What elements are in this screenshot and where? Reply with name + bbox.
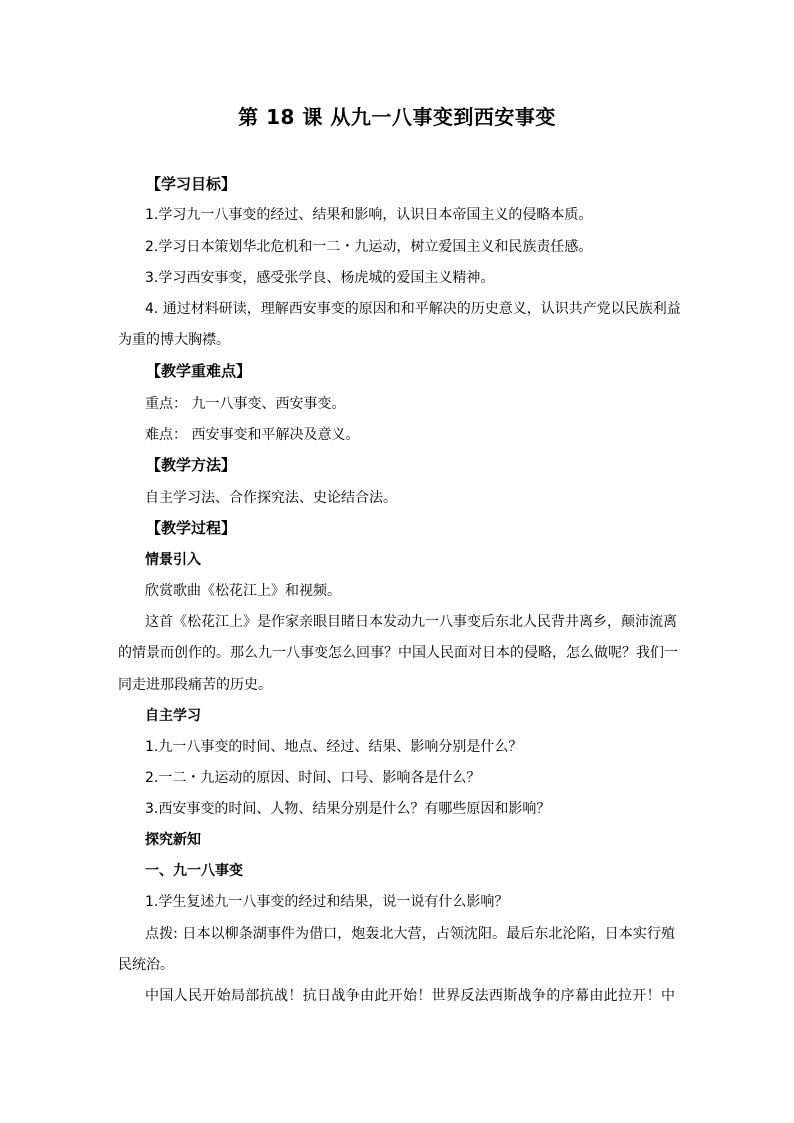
objective-item-3: 3.学习西安事变，感受张学良、杨虎城的爱国主义精神。 [145, 270, 495, 286]
objective-item-2: 2.学习日本策划华北危机和一二・九运动，树立爱国主义和民族责任感。 [145, 239, 593, 255]
objective-item-1: 1.学习九一八事变的经过、结果和影响，认识日本帝国主义的侵略本质。 [145, 207, 593, 223]
self-study-item-2: 2.一二・九运动的原因、时间、口号、影响各是什么？ [145, 770, 481, 786]
objectives-heading: 【学习目标】 [146, 175, 237, 193]
intro-song-line: 欣赏歌曲《松花江上》和视频。 [145, 583, 341, 599]
intro-paragraph-line-2: 的情景而创作的。那么九一八事变怎么回事？中国人民面对日本的侵略，怎么做呢？我们一 [118, 645, 678, 661]
methods-heading: 【教学方法】 [146, 456, 237, 474]
intro-paragraph-line-1: 这首《松花江上》是作家亲眼目睹日本发动九一八事变后东北人民背井离乡，颠沛流离 [145, 614, 677, 630]
difficulty-point: 难点： 西安事变和平解决及意义。 [145, 427, 360, 443]
explore-heading: 探究新知 [145, 832, 201, 848]
closing-line: 中国人民开始局部抗战！抗日战争由此开始！世界反法西斯战争的序幕由此拉开！中 [145, 988, 675, 1004]
self-study-item-3: 3.西安事变的时间、人物、结果分别是什么？有哪些原因和影响？ [145, 801, 551, 817]
methods-text: 自主学习法、合作探究法、史论结合法。 [145, 490, 397, 506]
intro-heading: 情景引入 [145, 552, 201, 568]
objective-item-4-line-2: 为重的博大胸襟。 [118, 332, 230, 348]
page-title: 第 18 课 从九一八事变到西安事变 [238, 105, 556, 129]
key-points-heading: 【教学重难点】 [146, 362, 252, 380]
process-heading: 【教学过程】 [146, 519, 237, 537]
hint-line-2: 民统治。 [118, 957, 174, 973]
intro-paragraph-line-3: 同走进那段痛苦的历史。 [118, 677, 272, 693]
hint-line-1: 点拨: 日本以柳条湖事件为借口，炮轰北大营，占领沈阳。最后东北沦陷，日本实行殖 [145, 926, 675, 942]
section-1-heading: 一、九一八事变 [145, 863, 243, 879]
objective-item-4-line-1: 4. 通过材料研读，理解西安事变的原因和和平解决的历史意义，认识共产党以民族利益 [145, 301, 681, 317]
focus-point: 重点： 九一八事变、西安事变。 [145, 396, 346, 412]
self-study-heading: 自主学习 [145, 708, 201, 724]
section-1-item-1: 1.学生复述九一八事变的经过和结果，说一说有什么影响？ [145, 894, 509, 910]
self-study-item-1: 1.九一八事变的时间、地点、经过、结果、影响分别是什么？ [145, 739, 523, 755]
